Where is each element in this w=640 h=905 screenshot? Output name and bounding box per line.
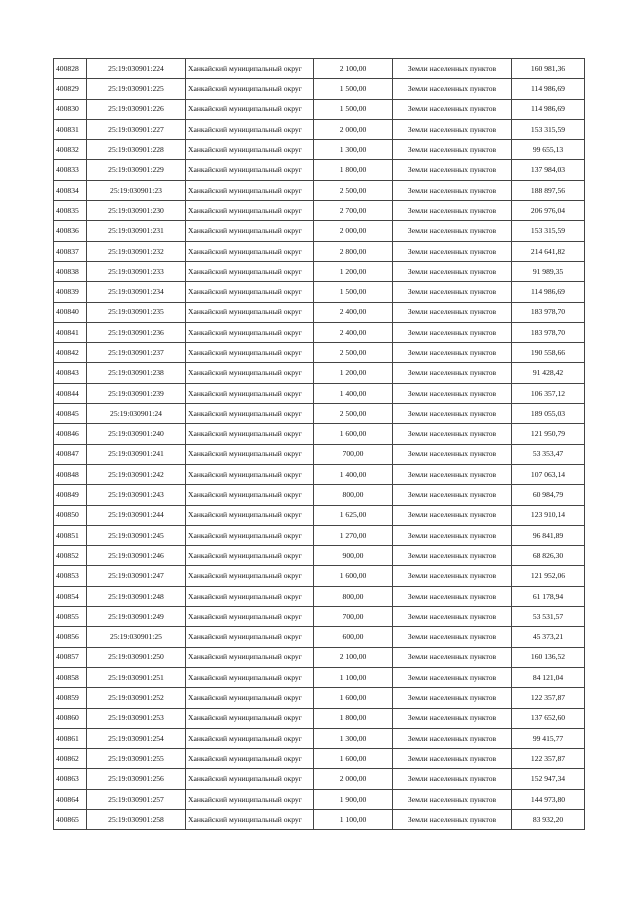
table-row — [54, 586, 585, 606]
location-cell: Ханкайский муниципальный округ — [186, 383, 314, 403]
area-cell: 700,00 — [314, 444, 393, 464]
area-cell: 2 500,00 — [314, 343, 393, 363]
record-number-cell: 400845 — [54, 404, 87, 424]
table-row — [54, 343, 585, 363]
land-category-cell: Земли населенных пунктов — [393, 769, 512, 789]
land-category-cell: Земли населенных пунктов — [393, 485, 512, 505]
cadastral-number-cell: 25:19:030901:245 — [87, 525, 186, 545]
cadastral-number-cell: 25:19:030901:225 — [87, 79, 186, 99]
cadastral-cost-cell: 188 897,56 — [512, 180, 585, 200]
land-category-cell: Земли населенных пунктов — [393, 809, 512, 829]
location-cell: Ханкайский муниципальный округ — [186, 201, 314, 221]
area-cell: 1 100,00 — [314, 809, 393, 829]
location-cell: Ханкайский муниципальный округ — [186, 221, 314, 241]
cadastral-number-cell: 25:19:030901:256 — [87, 769, 186, 789]
table-row — [54, 464, 585, 484]
land-category-cell: Земли населенных пунктов — [393, 404, 512, 424]
cadastral-cost-cell: 137 652,60 — [512, 708, 585, 728]
table-row — [54, 261, 585, 281]
area-cell: 2 800,00 — [314, 241, 393, 261]
cadastral-number-cell: 25:19:030901:258 — [87, 809, 186, 829]
location-cell: Ханкайский муниципальный округ — [186, 546, 314, 566]
record-number-cell: 400828 — [54, 59, 87, 79]
cadastral-cost-cell: 107 063,14 — [512, 464, 585, 484]
area-cell: 2 100,00 — [314, 647, 393, 667]
location-cell: Ханкайский муниципальный округ — [186, 627, 314, 647]
table-row — [54, 201, 585, 221]
cadastral-number-cell: 25:19:030901:255 — [87, 749, 186, 769]
land-category-cell: Земли населенных пунктов — [393, 647, 512, 667]
record-number-cell: 400839 — [54, 282, 87, 302]
table-row — [54, 383, 585, 403]
cadastral-number-cell: 25:19:030901:247 — [87, 566, 186, 586]
land-category-cell: Земли населенных пунктов — [393, 322, 512, 342]
table-row — [54, 282, 585, 302]
area-cell: 800,00 — [314, 485, 393, 505]
record-number-cell: 400861 — [54, 728, 87, 748]
land-category-cell: Земли населенных пунктов — [393, 627, 512, 647]
area-cell: 1 600,00 — [314, 688, 393, 708]
area-cell: 2 000,00 — [314, 119, 393, 139]
cadastral-number-cell: 25:19:030901:227 — [87, 119, 186, 139]
location-cell: Ханкайский муниципальный округ — [186, 261, 314, 281]
cadastral-cost-cell: 123 910,14 — [512, 505, 585, 525]
land-category-cell: Земли населенных пунктов — [393, 688, 512, 708]
land-category-cell: Земли населенных пунктов — [393, 119, 512, 139]
area-cell: 2 000,00 — [314, 769, 393, 789]
land-category-cell: Земли населенных пунктов — [393, 99, 512, 119]
table-row — [54, 627, 585, 647]
location-cell: Ханкайский муниципальный округ — [186, 99, 314, 119]
cadastral-cost-cell: 214 641,82 — [512, 241, 585, 261]
cadastral-number-cell: 25:19:030901:240 — [87, 424, 186, 444]
location-cell: Ханкайский муниципальный округ — [186, 140, 314, 160]
land-category-cell: Земли населенных пунктов — [393, 749, 512, 769]
record-number-cell: 400858 — [54, 667, 87, 687]
area-cell: 1 300,00 — [314, 140, 393, 160]
record-number-cell: 400842 — [54, 343, 87, 363]
cadastral-number-cell: 25:19:030901:229 — [87, 160, 186, 180]
cadastral-cost-cell: 121 952,06 — [512, 566, 585, 586]
cadastral-cost-cell: 206 976,04 — [512, 201, 585, 221]
table-row — [54, 363, 585, 383]
area-cell: 1 600,00 — [314, 424, 393, 444]
area-cell: 1 200,00 — [314, 261, 393, 281]
cadastral-number-cell: 25:19:030901:253 — [87, 708, 186, 728]
cadastral-number-cell: 25:19:030901:226 — [87, 99, 186, 119]
cadastral-number-cell: 25:19:030901:252 — [87, 688, 186, 708]
location-cell: Ханкайский муниципальный округ — [186, 728, 314, 748]
area-cell: 1 800,00 — [314, 708, 393, 728]
area-cell: 1 270,00 — [314, 525, 393, 545]
record-number-cell: 400860 — [54, 708, 87, 728]
cadastral-cost-cell: 84 121,04 — [512, 667, 585, 687]
table-row — [54, 769, 585, 789]
cadastral-number-cell: 25:19:030901:232 — [87, 241, 186, 261]
record-number-cell: 400834 — [54, 180, 87, 200]
land-category-cell: Земли населенных пунктов — [393, 789, 512, 809]
cadastral-cost-cell: 91 989,35 — [512, 261, 585, 281]
cadastral-number-cell: 25:19:030901:236 — [87, 322, 186, 342]
cadastral-number-cell: 25:19:030901:230 — [87, 201, 186, 221]
record-number-cell: 400852 — [54, 546, 87, 566]
table-row — [54, 809, 585, 829]
cadastral-cost-cell: 114 986,69 — [512, 282, 585, 302]
record-number-cell: 400856 — [54, 627, 87, 647]
land-category-cell: Земли населенных пунктов — [393, 525, 512, 545]
location-cell: Ханкайский муниципальный округ — [186, 79, 314, 99]
location-cell: Ханкайский муниципальный округ — [186, 505, 314, 525]
land-category-cell: Земли населенных пунктов — [393, 59, 512, 79]
table-row — [54, 546, 585, 566]
cadastral-number-cell: 25:19:030901:238 — [87, 363, 186, 383]
area-cell: 2 400,00 — [314, 302, 393, 322]
record-number-cell: 400844 — [54, 383, 87, 403]
table-row — [54, 424, 585, 444]
cadastral-number-cell: 25:19:030901:237 — [87, 343, 186, 363]
cadastral-cost-cell: 152 947,34 — [512, 769, 585, 789]
cadastral-cost-cell: 144 973,80 — [512, 789, 585, 809]
land-category-cell: Земли населенных пунктов — [393, 424, 512, 444]
cadastral-number-cell: 25:19:030901:23 — [87, 180, 186, 200]
cadastral-cost-cell: 53 353,47 — [512, 444, 585, 464]
table-row — [54, 607, 585, 627]
area-cell: 1 400,00 — [314, 383, 393, 403]
record-number-cell: 400865 — [54, 809, 87, 829]
cadastral-cost-cell: 189 055,03 — [512, 404, 585, 424]
cadastral-number-cell: 25:19:030901:251 — [87, 667, 186, 687]
record-number-cell: 400863 — [54, 769, 87, 789]
cadastral-cost-cell: 68 826,30 — [512, 546, 585, 566]
cadastral-cost-cell: 183 978,70 — [512, 302, 585, 322]
location-cell: Ханкайский муниципальный округ — [186, 485, 314, 505]
record-number-cell: 400846 — [54, 424, 87, 444]
location-cell: Ханкайский муниципальный округ — [186, 789, 314, 809]
record-number-cell: 400838 — [54, 261, 87, 281]
area-cell: 1 300,00 — [314, 728, 393, 748]
area-cell: 1 200,00 — [314, 363, 393, 383]
table-body — [54, 59, 585, 830]
land-category-cell: Земли населенных пунктов — [393, 464, 512, 484]
area-cell: 1 500,00 — [314, 282, 393, 302]
cadastral-cost-cell: 160 136,52 — [512, 647, 585, 667]
area-cell: 2 000,00 — [314, 221, 393, 241]
table-row — [54, 322, 585, 342]
record-number-cell: 400855 — [54, 607, 87, 627]
cadastral-number-cell: 25:19:030901:250 — [87, 647, 186, 667]
record-number-cell: 400836 — [54, 221, 87, 241]
area-cell: 1 800,00 — [314, 160, 393, 180]
land-category-cell: Земли населенных пунктов — [393, 241, 512, 261]
area-cell: 1 900,00 — [314, 789, 393, 809]
land-category-cell: Земли населенных пунктов — [393, 140, 512, 160]
location-cell: Ханкайский муниципальный округ — [186, 160, 314, 180]
location-cell: Ханкайский муниципальный округ — [186, 404, 314, 424]
record-number-cell: 400859 — [54, 688, 87, 708]
area-cell: 1 500,00 — [314, 99, 393, 119]
location-cell: Ханкайский муниципальный округ — [186, 708, 314, 728]
land-category-cell: Земли населенных пунктов — [393, 505, 512, 525]
location-cell: Ханкайский муниципальный округ — [186, 647, 314, 667]
record-number-cell: 400841 — [54, 322, 87, 342]
record-number-cell: 400832 — [54, 140, 87, 160]
cadastral-cost-cell: 53 531,57 — [512, 607, 585, 627]
record-number-cell: 400848 — [54, 464, 87, 484]
location-cell: Ханкайский муниципальный округ — [186, 667, 314, 687]
cadastral-number-cell: 25:19:030901:241 — [87, 444, 186, 464]
cadastral-number-cell: 25:19:030901:242 — [87, 464, 186, 484]
table-row — [54, 79, 585, 99]
land-category-cell: Земли населенных пунктов — [393, 343, 512, 363]
cadastral-number-cell: 25:19:030901:249 — [87, 607, 186, 627]
cadastral-cost-cell: 83 932,20 — [512, 809, 585, 829]
land-category-cell: Земли населенных пунктов — [393, 160, 512, 180]
location-cell: Ханкайский муниципальный округ — [186, 424, 314, 444]
land-category-cell: Земли населенных пунктов — [393, 302, 512, 322]
cadastral-cost-cell: 114 986,69 — [512, 79, 585, 99]
area-cell: 2 500,00 — [314, 404, 393, 424]
land-category-cell: Земли населенных пунктов — [393, 444, 512, 464]
area-cell: 2 400,00 — [314, 322, 393, 342]
area-cell: 900,00 — [314, 546, 393, 566]
land-category-cell: Земли населенных пунктов — [393, 607, 512, 627]
cadastral-cost-cell: 183 978,70 — [512, 322, 585, 342]
area-cell: 800,00 — [314, 586, 393, 606]
table-row — [54, 302, 585, 322]
area-cell: 1 100,00 — [314, 667, 393, 687]
area-cell: 600,00 — [314, 627, 393, 647]
land-category-cell: Земли населенных пунктов — [393, 261, 512, 281]
land-category-cell: Земли населенных пунктов — [393, 708, 512, 728]
table-row — [54, 140, 585, 160]
table-row — [54, 566, 585, 586]
location-cell: Ханкайский муниципальный округ — [186, 688, 314, 708]
cadastral-cost-cell: 91 428,42 — [512, 363, 585, 383]
table-row — [54, 59, 585, 79]
area-cell: 2 100,00 — [314, 59, 393, 79]
cadastral-cost-cell: 153 315,59 — [512, 221, 585, 241]
area-cell: 1 500,00 — [314, 79, 393, 99]
table-row — [54, 241, 585, 261]
cadastral-cost-cell: 122 357,87 — [512, 749, 585, 769]
land-category-cell: Земли населенных пунктов — [393, 79, 512, 99]
table-row — [54, 485, 585, 505]
table-row — [54, 404, 585, 424]
record-number-cell: 400862 — [54, 749, 87, 769]
cadastral-number-cell: 25:19:030901:235 — [87, 302, 186, 322]
location-cell: Ханкайский муниципальный округ — [186, 464, 314, 484]
table-row — [54, 647, 585, 667]
record-number-cell: 400864 — [54, 789, 87, 809]
cadastral-number-cell: 25:19:030901:231 — [87, 221, 186, 241]
cadastral-number-cell: 25:19:030901:239 — [87, 383, 186, 403]
table-row — [54, 728, 585, 748]
area-cell: 700,00 — [314, 607, 393, 627]
cadastral-cost-cell: 137 984,03 — [512, 160, 585, 180]
location-cell: Ханкайский муниципальный округ — [186, 525, 314, 545]
table-row — [54, 789, 585, 809]
table-row — [54, 119, 585, 139]
location-cell: Ханкайский муниципальный округ — [186, 809, 314, 829]
area-cell: 1 600,00 — [314, 566, 393, 586]
record-number-cell: 400837 — [54, 241, 87, 261]
table-row — [54, 221, 585, 241]
record-number-cell: 400831 — [54, 119, 87, 139]
location-cell: Ханкайский муниципальный округ — [186, 769, 314, 789]
land-category-cell: Земли населенных пунктов — [393, 566, 512, 586]
cadastral-number-cell: 25:19:030901:233 — [87, 261, 186, 281]
cadastral-cost-cell: 153 315,59 — [512, 119, 585, 139]
table-row — [54, 688, 585, 708]
location-cell: Ханкайский муниципальный округ — [186, 607, 314, 627]
table-row — [54, 749, 585, 769]
cadastral-cost-cell: 122 357,87 — [512, 688, 585, 708]
location-cell: Ханкайский муниципальный округ — [186, 302, 314, 322]
record-number-cell: 400830 — [54, 99, 87, 119]
location-cell: Ханкайский муниципальный округ — [186, 749, 314, 769]
area-cell: 1 600,00 — [314, 749, 393, 769]
record-number-cell: 400851 — [54, 525, 87, 545]
record-number-cell: 400829 — [54, 79, 87, 99]
record-number-cell: 400854 — [54, 586, 87, 606]
cadastral-number-cell: 25:19:030901:257 — [87, 789, 186, 809]
cadastral-cost-cell: 96 841,89 — [512, 525, 585, 545]
table-row — [54, 525, 585, 545]
cadastral-number-cell: 25:19:030901:25 — [87, 627, 186, 647]
land-category-cell: Земли населенных пунктов — [393, 546, 512, 566]
record-number-cell: 400857 — [54, 647, 87, 667]
cadastral-number-cell: 25:19:030901:248 — [87, 586, 186, 606]
cadastral-number-cell: 25:19:030901:244 — [87, 505, 186, 525]
land-plots-table — [53, 58, 585, 830]
cadastral-cost-cell: 190 558,66 — [512, 343, 585, 363]
location-cell: Ханкайский муниципальный округ — [186, 59, 314, 79]
cadastral-cost-cell: 61 178,94 — [512, 586, 585, 606]
location-cell: Ханкайский муниципальный округ — [186, 322, 314, 342]
record-number-cell: 400833 — [54, 160, 87, 180]
location-cell: Ханкайский муниципальный округ — [186, 566, 314, 586]
area-cell: 2 500,00 — [314, 180, 393, 200]
land-category-cell: Земли населенных пунктов — [393, 363, 512, 383]
table-row — [54, 667, 585, 687]
cadastral-number-cell: 25:19:030901:243 — [87, 485, 186, 505]
location-cell: Ханкайский муниципальный округ — [186, 343, 314, 363]
record-number-cell: 400850 — [54, 505, 87, 525]
cadastral-number-cell: 25:19:030901:228 — [87, 140, 186, 160]
cadastral-cost-cell: 99 655,13 — [512, 140, 585, 160]
cadastral-cost-cell: 106 357,12 — [512, 383, 585, 403]
record-number-cell: 400840 — [54, 302, 87, 322]
location-cell: Ханкайский муниципальный округ — [186, 241, 314, 261]
land-category-cell: Земли населенных пунктов — [393, 221, 512, 241]
table-row — [54, 444, 585, 464]
cadastral-number-cell: 25:19:030901:254 — [87, 728, 186, 748]
land-category-cell: Земли населенных пунктов — [393, 180, 512, 200]
table-row — [54, 505, 585, 525]
record-number-cell: 400843 — [54, 363, 87, 383]
cadastral-cost-cell: 99 415,77 — [512, 728, 585, 748]
cadastral-cost-cell: 160 981,36 — [512, 59, 585, 79]
location-cell: Ханкайский муниципальный округ — [186, 363, 314, 383]
land-category-cell: Земли населенных пунктов — [393, 383, 512, 403]
land-category-cell: Земли населенных пунктов — [393, 201, 512, 221]
location-cell: Ханкайский муниципальный округ — [186, 282, 314, 302]
land-category-cell: Земли населенных пунктов — [393, 728, 512, 748]
cadastral-number-cell: 25:19:030901:234 — [87, 282, 186, 302]
table-row — [54, 99, 585, 119]
location-cell: Ханкайский муниципальный округ — [186, 119, 314, 139]
table-row — [54, 708, 585, 728]
cadastral-cost-cell: 45 373,21 — [512, 627, 585, 647]
cadastral-number-cell: 25:19:030901:24 — [87, 404, 186, 424]
land-category-cell: Земли населенных пунктов — [393, 667, 512, 687]
land-category-cell: Земли населенных пунктов — [393, 282, 512, 302]
record-number-cell: 400849 — [54, 485, 87, 505]
area-cell: 1 400,00 — [314, 464, 393, 484]
cadastral-cost-cell: 121 950,79 — [512, 424, 585, 444]
location-cell: Ханкайский муниципальный округ — [186, 586, 314, 606]
location-cell: Ханкайский муниципальный округ — [186, 444, 314, 464]
cadastral-number-cell: 25:19:030901:224 — [87, 59, 186, 79]
record-number-cell: 400835 — [54, 201, 87, 221]
record-number-cell: 400847 — [54, 444, 87, 464]
cadastral-cost-cell: 60 984,79 — [512, 485, 585, 505]
cadastral-cost-cell: 114 986,69 — [512, 99, 585, 119]
location-cell: Ханкайский муниципальный округ — [186, 180, 314, 200]
area-cell: 2 700,00 — [314, 201, 393, 221]
table-row — [54, 160, 585, 180]
cadastral-number-cell: 25:19:030901:246 — [87, 546, 186, 566]
area-cell: 1 625,00 — [314, 505, 393, 525]
table-row — [54, 180, 585, 200]
land-category-cell: Земли населенных пунктов — [393, 586, 512, 606]
record-number-cell: 400853 — [54, 566, 87, 586]
